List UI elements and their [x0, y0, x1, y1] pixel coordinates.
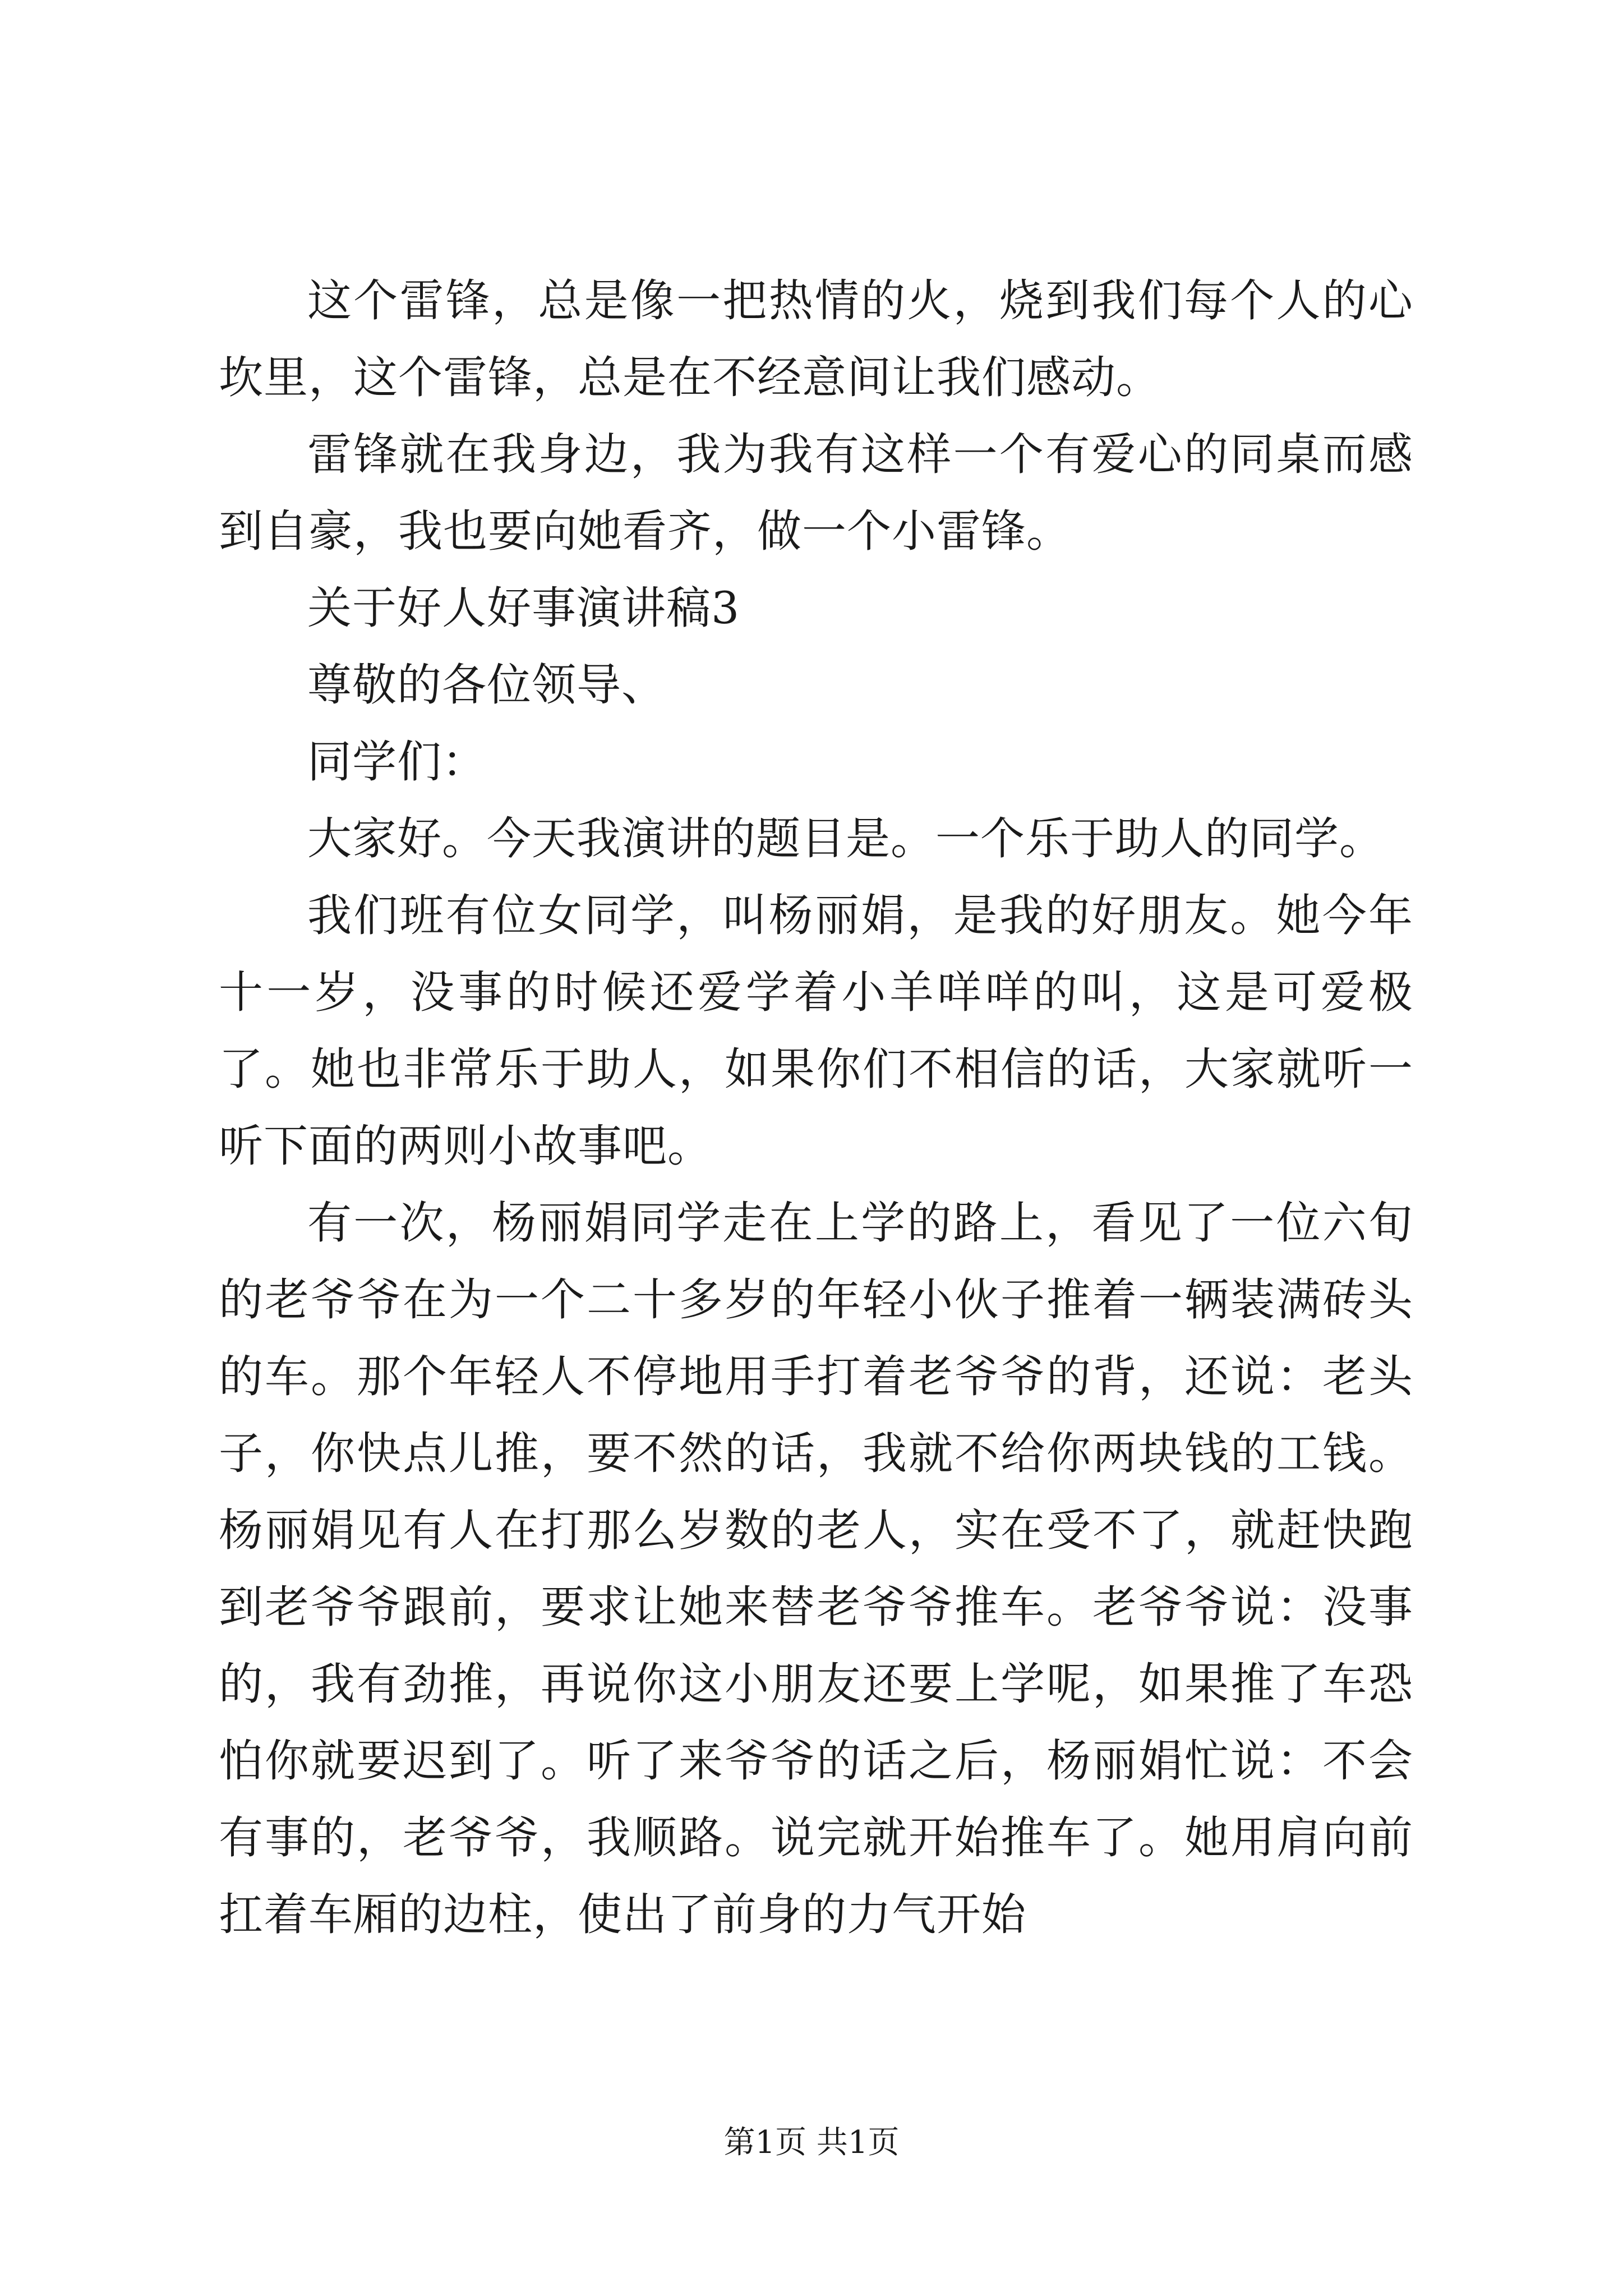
salutation-line: 同学们： [307, 736, 487, 788]
section-heading: 关于好人好事演讲稿3 [307, 582, 740, 634]
paragraph: 我们班有位女同学，叫杨丽娟，是我的好朋友。她今年十一岁，没事的时候还爱学着小羊咩咩的叫，这是可爱极了。她也非常乐于助人，如果你们不相信的话，大家就听一听下面的两则小故事吧。 [219, 890, 1413, 1172]
page-footer: 第1页 共1页 [723, 2124, 900, 2161]
paragraph: 大家好。今天我演讲的题目是。一个乐于助人的同学。 [307, 813, 1384, 864]
document-body [219, 263, 1413, 1953]
paragraph: 雷锋就在我身边，我为我有这样一个有爱心的同桌而感到自豪，我也要向她看齐，做一个小雷锋。 [219, 429, 1413, 557]
paragraph: 有一次，杨丽娟同学走在上学的路上，看见了一位六旬的老爷爷在为一个二十多岁的年轻小伙子推着一辆装满砖头的车。那个年轻人不停地用手打着老爷爷的背，还说：老头子，你快点儿推，要不然的话，我就不给你两块钱的工钱。杨丽娟见有人在打那么岁数的老人，实在受不了，就赶快跑到老爷爷跟前，要求让她来替老爷爷推车。老爷爷说：没事的，我有劲推，再说你这小朋友还要上学呢，如果推了车恐怕你就要迟到了。听了来爷爷的话之后，杨丽娟忙说：不会有事的，老爷爷，我顺路。说完就开始推车了。她用肩向前扛着车厢的边柱，使出了前身的力气开始 [219, 1197, 1413, 1940]
salutation-line: 尊敬的各位领导、 [307, 659, 666, 711]
paragraph: 这个雷锋，总是像一把热情的火，烧到我们每个人的心坎里，这个雷锋，总是在不经意间让我们感动。 [219, 275, 1413, 403]
